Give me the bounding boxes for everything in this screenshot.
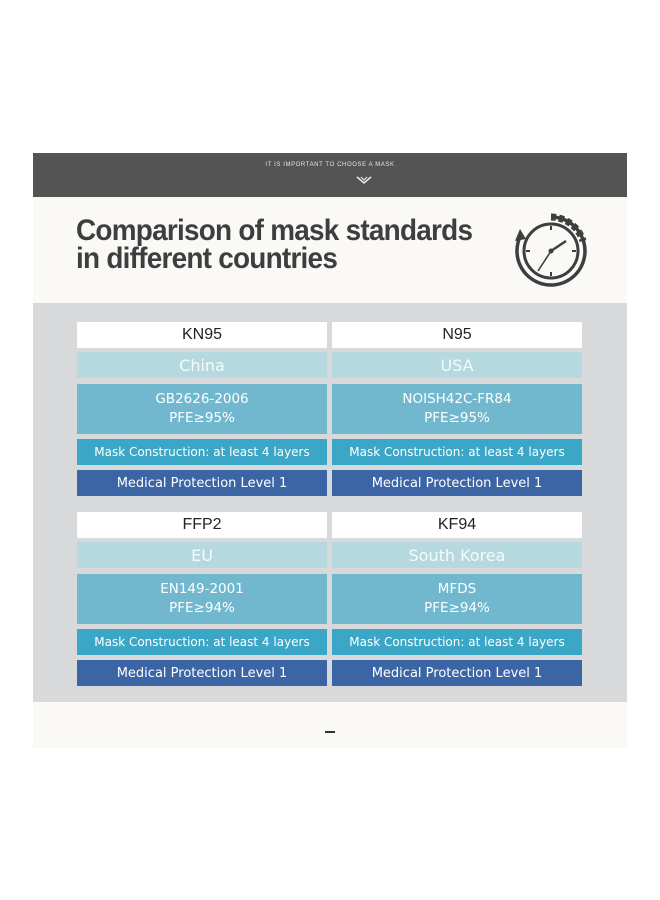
clock-icon <box>511 211 591 291</box>
pfe-value: PFE≥94% <box>424 600 490 616</box>
chevron-down-icon <box>355 175 373 185</box>
footer-strip <box>33 702 627 748</box>
standard-name: FFP2 <box>77 512 327 538</box>
standard-code: GB2626-2006 <box>155 391 249 407</box>
protection-level: Medical Protection Level 1 <box>332 470 582 496</box>
page-title: Comparison of mask standards in different countries <box>76 214 473 275</box>
pfe-value: PFE≥95% <box>424 410 490 426</box>
standard-name: KF94 <box>332 512 582 538</box>
standard-country: EU <box>77 542 327 568</box>
standard-spec <box>332 384 582 434</box>
construction-note: Mask Construction: at least 4 layers <box>77 629 327 655</box>
pfe-value: PFE≥95% <box>169 410 235 426</box>
standard-code: EN149-2001 <box>160 581 244 597</box>
standard-spec <box>77 384 327 434</box>
top-banner <box>33 153 627 197</box>
tagline: IT IS IMPORTANT TO CHOOSE A MASK <box>265 162 395 168</box>
standard-country: South Korea <box>332 542 582 568</box>
divider-dash <box>325 731 335 733</box>
construction-note: Mask Construction: at least 4 layers <box>332 439 582 465</box>
standard-code: NOISH42C-FR84 <box>402 391 512 407</box>
protection-level: Medical Protection Level 1 <box>332 660 582 686</box>
standard-code: MFDS <box>437 581 477 597</box>
standard-name: KN95 <box>77 322 327 348</box>
pfe-value: PFE≥94% <box>169 600 235 616</box>
standard-country: USA <box>332 352 582 378</box>
protection-level: Medical Protection Level 1 <box>77 660 327 686</box>
standard-spec <box>332 574 582 624</box>
standard-country: China <box>77 352 327 378</box>
protection-level: Medical Protection Level 1 <box>77 470 327 496</box>
construction-note: Mask Construction: at least 4 layers <box>77 439 327 465</box>
standard-spec <box>77 574 327 624</box>
construction-note: Mask Construction: at least 4 layers <box>332 629 582 655</box>
standard-name: N95 <box>332 322 582 348</box>
hero-section <box>33 197 627 303</box>
